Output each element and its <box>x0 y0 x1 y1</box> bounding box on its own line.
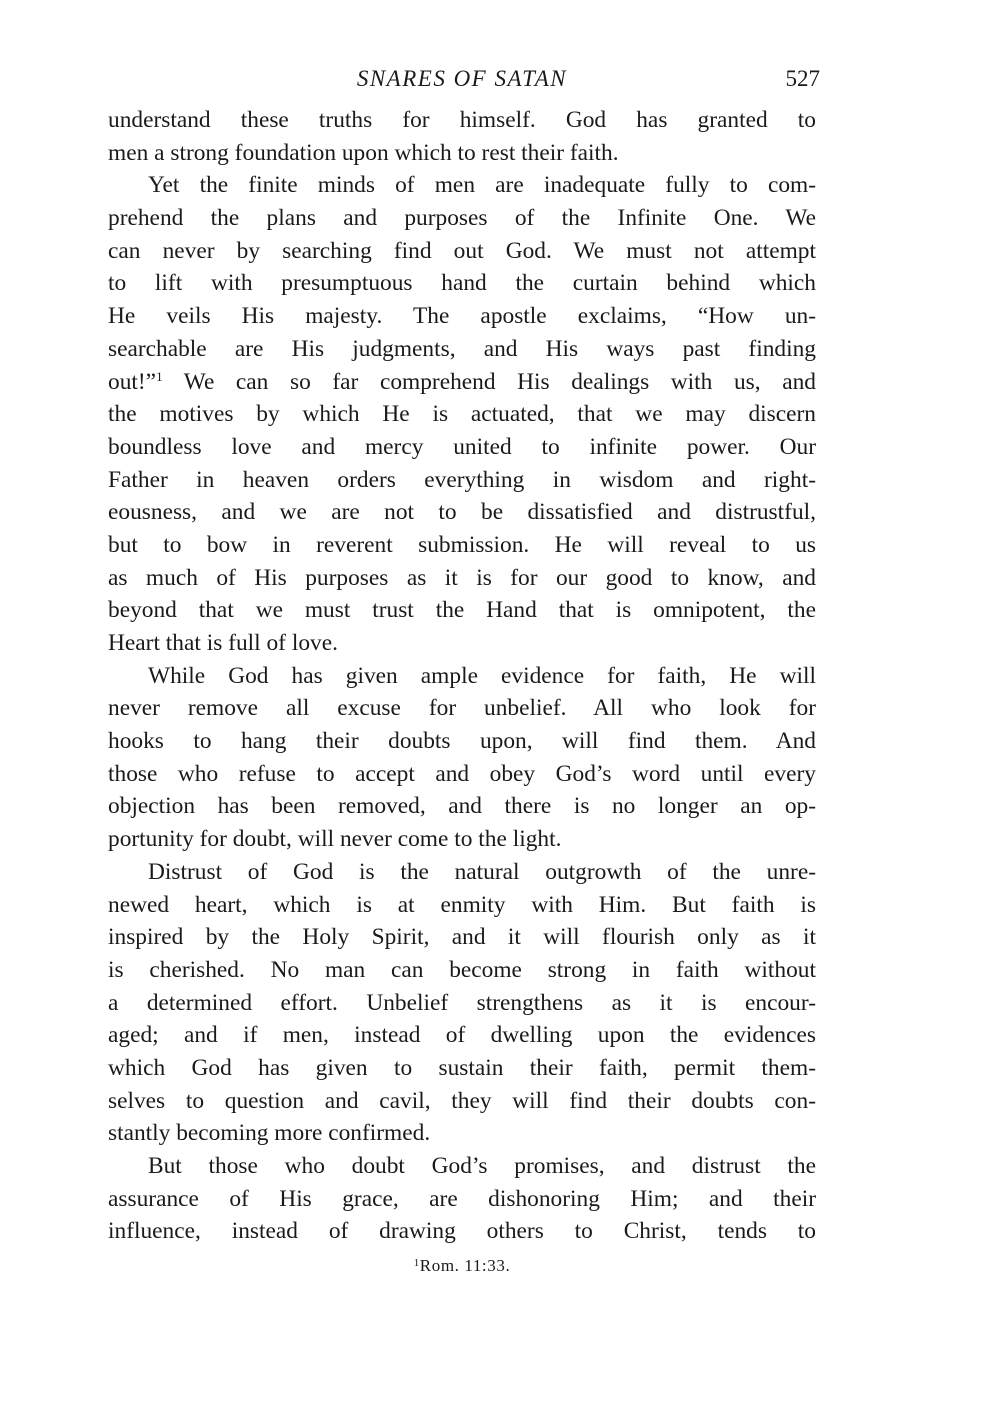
line-text: understand these truths for himself. God has granted to <box>108 107 816 133</box>
line-text: never remove all excuse for unbelief. All who look for <box>108 695 816 722</box>
text-line <box>108 333 816 366</box>
line-text: Yet the finite minds of men are inadequate fully to com- <box>148 172 816 199</box>
line-text: men a strong foundation upon which to rest their faith. <box>108 139 619 166</box>
line-text: eousness, and we are not to be dissatisfied and distrustful, <box>108 499 816 526</box>
line-text: those who refuse to accept and obey God’s word until every <box>108 760 816 787</box>
text-line <box>108 104 816 137</box>
text-line <box>108 790 816 823</box>
text-line <box>108 1150 816 1183</box>
text-line <box>108 1117 816 1150</box>
text-line <box>108 202 816 235</box>
text-line <box>108 627 816 660</box>
text-line <box>108 1085 816 1118</box>
line-text: stantly becoming more confirmed. <box>108 1120 431 1147</box>
line-text: He veils His majesty. The apostle exclaims, “How un- <box>108 303 816 330</box>
line-text: newed heart, which is at enmity with Him. But faith is <box>108 891 816 918</box>
line-text: hooks to hang their doubts upon, will find them. And <box>108 728 816 755</box>
line-text: to lift with presumptuous hand the curtain behind which <box>108 270 816 297</box>
text-line <box>108 921 816 954</box>
line-text: Father in heaven orders everything in wisdom and right- <box>108 466 816 493</box>
line-text: assurance of His grace, are dishonoring Him; and their <box>108 1185 816 1212</box>
line-text: is cherished. No man can become strong in faith without <box>108 956 816 983</box>
line-text: searchable are His judgments, and His ways past finding <box>108 335 816 362</box>
footnote-text: Rom. 11:33. <box>419 1256 511 1276</box>
line-text: as much of His purposes as it is for our good to know, and <box>108 564 816 591</box>
line-text: But those who doubt God’s promises, and distrust the <box>148 1153 816 1179</box>
line-text: aged; and if men, instead of dwelling upon the evidences <box>108 1022 816 1049</box>
line-text: Heart that is full of love. <box>108 630 338 656</box>
line-text: beyond that we must trust the Hand that is omnipotent, the <box>108 597 816 624</box>
text-line <box>108 660 816 693</box>
book-page <box>108 66 820 1276</box>
body-text <box>108 104 816 1248</box>
text-line <box>108 562 816 595</box>
line-text: can never by searching find out God. We must not attempt <box>108 237 816 264</box>
text-line <box>108 692 816 725</box>
page-number: 527 <box>785 66 820 91</box>
text-line <box>108 1183 816 1216</box>
line-text: a determined effort. Unbelief strengthens as it is encour- <box>108 989 816 1016</box>
text-line <box>108 1052 816 1085</box>
text-line <box>108 267 816 300</box>
line-text: inspired by the Holy Spirit, and it will flourish only as it <box>108 924 816 951</box>
line-text: which God has given to sustain their faith, permit them- <box>108 1054 816 1081</box>
line-text: the motives by which He is actuated, that we may discern <box>108 401 816 428</box>
line-text: out!” <box>108 368 157 395</box>
page-header <box>108 66 820 104</box>
text-line <box>108 398 816 431</box>
text-line <box>108 725 816 758</box>
footnote-reference: 1 <box>156 368 163 384</box>
line-text: but to bow in reverent submission. He will reveal to us <box>108 531 816 558</box>
text-line <box>108 954 816 987</box>
text-line <box>108 889 816 922</box>
text-line <box>108 137 816 170</box>
running-title: SNARES OF SATAN <box>356 66 568 91</box>
text-line <box>108 529 816 562</box>
text-line <box>108 235 816 268</box>
text-line <box>108 464 816 497</box>
text-line <box>108 300 816 333</box>
text-line <box>108 1215 816 1248</box>
text-line <box>108 366 816 399</box>
text-line <box>108 431 816 464</box>
text-line <box>108 758 816 791</box>
line-text: While God has given ample evidence for faith, He will <box>148 662 816 689</box>
footnote-marker: 1 <box>413 1257 420 1270</box>
text-line <box>108 496 816 529</box>
text-line <box>108 1019 816 1052</box>
line-text: boundless love and mercy united to infinite power. Our <box>108 433 816 460</box>
line-text: portunity for doubt, will never come to the light. <box>108 826 562 853</box>
line-text: objection has been removed, and there is no longer an op- <box>108 793 816 820</box>
text-line <box>108 594 816 627</box>
text-line <box>108 987 816 1020</box>
line-text: influence, instead of drawing others to Christ, tends to <box>108 1218 816 1245</box>
line-text: selves to question and cavil, they will find their doubts con- <box>108 1087 816 1114</box>
footnote <box>108 1256 816 1276</box>
text-line <box>108 856 816 889</box>
text-line <box>108 823 816 856</box>
line-text: Distrust of God is the natural outgrowth of the unre- <box>148 858 816 885</box>
line-text-continued: We can so far comprehend His dealings with us, and <box>162 368 816 395</box>
line-text: prehend the plans and purposes of the Infinite One. We <box>108 205 816 232</box>
text-line <box>108 169 816 202</box>
